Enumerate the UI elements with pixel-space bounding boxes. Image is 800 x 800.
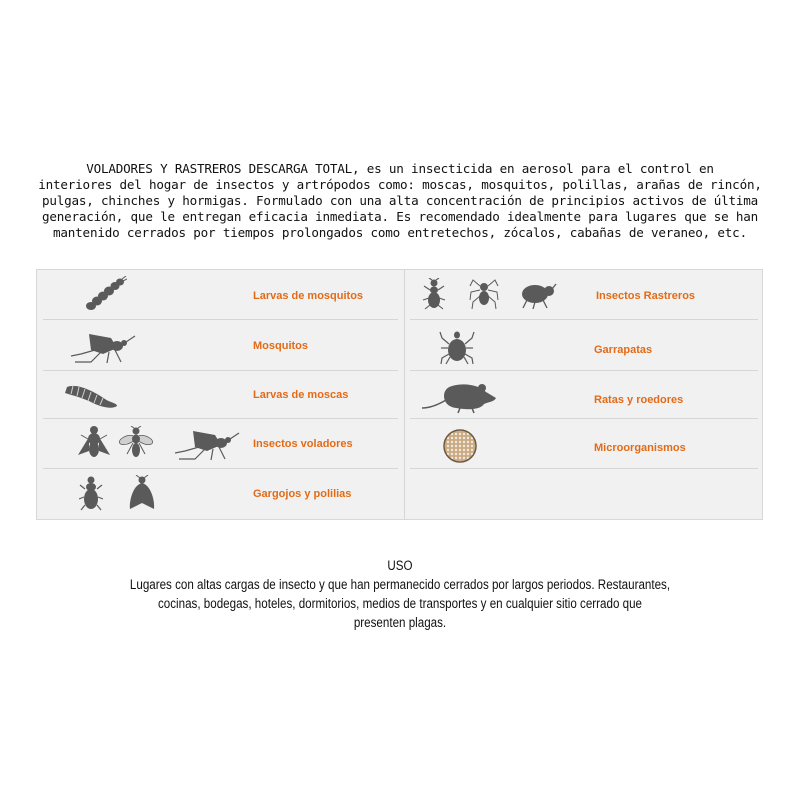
pest-label: Larvas de moscas: [253, 389, 349, 401]
beetle-icon: [79, 475, 103, 511]
description-line: generación, que le entregan eficacia inmediata. Es recomendado idealmente para lugares que se han: [41, 209, 759, 224]
spider-icon: [469, 278, 499, 310]
pest-label: Insectos Rastreros: [596, 290, 696, 302]
row-divider: [43, 319, 398, 320]
flea-icon: [517, 282, 557, 310]
usage-section: [108, 556, 693, 632]
row-divider: [410, 319, 758, 320]
mosquito-icon: [175, 425, 241, 461]
usage-line: presenten plagas.: [353, 615, 447, 630]
pest-label: Mosquitos: [253, 340, 308, 352]
mosquito-icon: [71, 328, 137, 364]
rat-icon: [422, 380, 498, 414]
fly-icon: [77, 425, 111, 461]
description-line: mantenido cerrados por tiempos prolongados como entretechos, zócalos, cabañas de veraneo, etc.: [53, 225, 747, 240]
wasp-icon: [119, 426, 153, 460]
row-divider: [410, 468, 758, 469]
larva-icon: [83, 276, 127, 312]
pest-label: Insectos voladores: [253, 438, 353, 450]
ant-icon: [422, 278, 446, 310]
row-divider: [43, 418, 398, 419]
microorganism-icon: [442, 428, 478, 464]
row-divider: [43, 468, 398, 469]
usage-line: cocinas, bodegas, hoteles, dormitorios, medios de transportes y en cualquier sitio cerrado que: [157, 596, 643, 611]
description-line: pulgas, chinches y hormigas. Formulado con una alta concentración de principios activos de última: [41, 193, 759, 208]
pest-label: Larvas de mosquitos: [253, 290, 364, 302]
pest-table: [36, 269, 763, 520]
moth-icon: [127, 475, 157, 511]
description-line: interiores del hogar de insectos y artrópodos como: moscas, mosquitos, polillas, arañas de rincón,: [38, 177, 762, 192]
row-divider: [410, 370, 758, 371]
row-divider: [43, 370, 398, 371]
tick-icon: [439, 328, 475, 366]
product-description: [30, 161, 770, 241]
usage-title: USO: [387, 558, 413, 573]
pest-label: Garrapatas: [594, 344, 653, 356]
maggot-icon: [63, 381, 119, 411]
row-divider: [410, 418, 758, 419]
column-divider: [404, 270, 405, 519]
pest-label: Microorganismos: [594, 442, 686, 454]
pest-label: Gargojos y polilias: [253, 488, 352, 500]
pest-label: Ratas y roedores: [594, 394, 684, 406]
description-line: VOLADORES Y RASTREROS DESCARGA TOTAL, es un insecticida en aerosol para el control en: [86, 161, 714, 176]
usage-line: Lugares con altas cargas de insecto y que han permanecido cerrados por largos periodos. Restaurantes,: [129, 577, 671, 592]
